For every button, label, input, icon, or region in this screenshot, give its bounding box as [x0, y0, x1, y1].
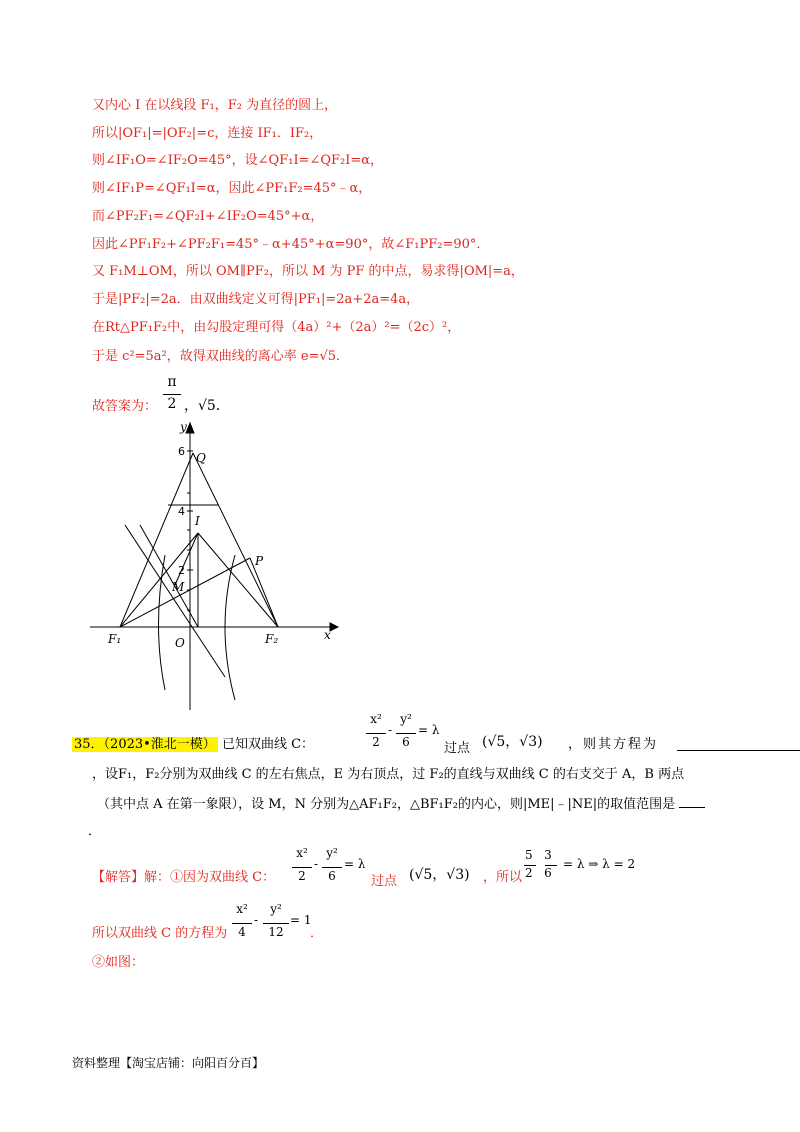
- q35-line-3: [97, 796, 705, 814]
- answer35-line-1: [92, 869, 275, 887]
- ans35-eq2-y: y²: [270, 902, 282, 916]
- answer35-line-2: 所以双曲线 C 的方程为: [92, 926, 228, 941]
- segment-IF2: [198, 533, 278, 627]
- ans35-eq2-d2: 12: [268, 925, 284, 939]
- q35-point: (√5，√3): [482, 734, 543, 750]
- ans35-eq2-bar1: [232, 923, 252, 924]
- q35-blank-2[interactable]: [679, 807, 705, 808]
- q35-line-4: ．: [88, 824, 102, 839]
- ans35-bar2: [322, 867, 342, 868]
- solution-line-8: 于是|PF₂|=2a．由双曲线定义可得|PF₁|=2a+2a=4a，: [92, 292, 420, 307]
- point-M-label: M: [172, 580, 185, 594]
- q35-blank-1[interactable]: [677, 750, 800, 751]
- q35-eq-x: x²: [370, 712, 382, 726]
- q35-eq-den2: 6: [402, 735, 410, 749]
- segment-F1Q: [120, 453, 193, 627]
- q35-line-2: ，设F₁，F₂分别为双曲线 C 的左右焦点，E 为右顶点，过 F₂的直线与双曲线 C 的右支交于 A，B 两点: [92, 767, 685, 782]
- solution-line-7: 又 F₁M⊥OM，所以 OM∥PF₂，所以 M 为 PF 的中点，易求得|OM|=a，: [92, 264, 524, 279]
- solution-line-10: 于是 c²=5a²，故得双曲线的离心率 e=√5．: [92, 349, 350, 364]
- q35-through: 过点: [444, 741, 471, 756]
- ans35-eq-y: y²: [326, 846, 338, 860]
- footer: 资料整理【淘宝店铺：向阳百分百】: [72, 1056, 265, 1070]
- point-Q-label: Q: [196, 451, 206, 465]
- q35-eq-y: y²: [400, 712, 412, 726]
- y-axis-label: y: [180, 420, 187, 434]
- ans35-eq-rhs: = λ: [344, 857, 366, 871]
- ans35-minus: -: [314, 857, 319, 871]
- ans35-eq2-bar2: [263, 923, 289, 924]
- answer35-tag: 【解答】: [92, 870, 145, 885]
- answer35-calc-den: 2 6: [525, 866, 552, 880]
- point-F2-label: F₂: [265, 632, 279, 646]
- answer35-point: (√5，√3): [409, 867, 470, 883]
- answer35-line-3: ②如图：: [92, 955, 145, 970]
- segment-PF2: [250, 558, 278, 627]
- q35-intro: 已知双曲线 C：: [221, 737, 315, 752]
- q35-minus: -: [388, 723, 393, 737]
- ans35-den1: 2: [298, 869, 306, 883]
- solution-line-4: 则∠IF₁P=∠QF₁I=α，因此∠PF₁F₂=45°﹣α，: [92, 181, 372, 196]
- hyperbola-left-branch: [159, 555, 166, 690]
- ans35-eq2-d1: 4: [238, 925, 246, 939]
- answer35-l2b: ．: [310, 926, 324, 941]
- answer35-l1a: 解：①因为双曲线 C：: [144, 870, 276, 885]
- tick-4: 4: [178, 505, 185, 518]
- solution-line-6: 因此∠PF₁F₂+∠PF₂F₁=45°﹣α+45°+α=90°，故∠F₁PF₂=90°．: [92, 237, 490, 252]
- q35-eq-rhs: = λ: [418, 723, 440, 737]
- q35-line-1: [72, 736, 314, 754]
- answer-fraction-bar: [163, 394, 181, 395]
- q35-eq-bar1: [366, 733, 386, 734]
- ans35-bar1: [292, 867, 312, 868]
- tick-2: 2: [178, 564, 185, 577]
- answer35-calc-rhs: = λ ⇒ λ = 2: [563, 857, 636, 871]
- q35-eq-bar2: [396, 733, 416, 734]
- ans35-eq2-rhs: = 1: [290, 913, 312, 927]
- answer35-through: 过点: [371, 874, 398, 889]
- q35-line-3-text: （其中点 A 在第一象限），设 M，N 分别为△AF₁F₂，△BF₁F₂的内心，则|ME|﹣|NE|的取值范围是: [97, 797, 676, 812]
- q35-tail: ，则其方程为: [568, 737, 659, 752]
- point-O-label: O: [175, 636, 185, 650]
- answer-prefix: 故答案为：: [92, 399, 158, 414]
- x-axis-arrow-icon: [330, 623, 338, 631]
- ans35-eq2-x: x²: [236, 902, 248, 916]
- point-F1-label: F₁: [108, 632, 122, 646]
- answer35-calc: 5 3: [525, 848, 552, 862]
- answer-rest: ，√5．: [184, 398, 230, 414]
- hyperbola-figure: [90, 415, 350, 715]
- answer35-so: ，所以: [483, 870, 523, 885]
- solution-line-9: 在Rt△PF₁F₂中，由勾股定理可得（4a）²+（2a）²=（2c）²，: [92, 320, 461, 335]
- answer-pi: π: [167, 374, 177, 390]
- q35-number-source: 35．（2023•淮北一模）: [74, 737, 216, 752]
- ans35-eq2-minus: -: [254, 913, 259, 927]
- solution-line-1: 又内心 I 在以线段 F₁，F₂ 为直径的圆上，: [92, 98, 338, 113]
- ans35-eq-x: x²: [296, 846, 308, 860]
- segment-QF2: [193, 453, 278, 627]
- tick-6: 6: [178, 445, 185, 458]
- solution-line-3: 则∠IF₁O=∠IF₂O=45°，设∠QF₁I=∠QF₂I=α，: [92, 153, 384, 168]
- answer-two: 2: [167, 396, 177, 412]
- q35-eq-den1: 2: [372, 735, 380, 749]
- point-P-label: P: [255, 554, 264, 568]
- x-axis-label: x: [324, 628, 331, 642]
- point-I-label: I: [195, 514, 200, 528]
- ans35-den2: 6: [328, 869, 336, 883]
- solution-line-2: 所以|OF₁|=|OF₂|=c，连接 IF₁．IF₂，: [92, 126, 323, 141]
- solution-line-5: 而∠PF₂F₁=∠QF₂I+∠IF₂O=45°+α，: [92, 209, 324, 224]
- y-axis-arrow-icon: [186, 423, 194, 433]
